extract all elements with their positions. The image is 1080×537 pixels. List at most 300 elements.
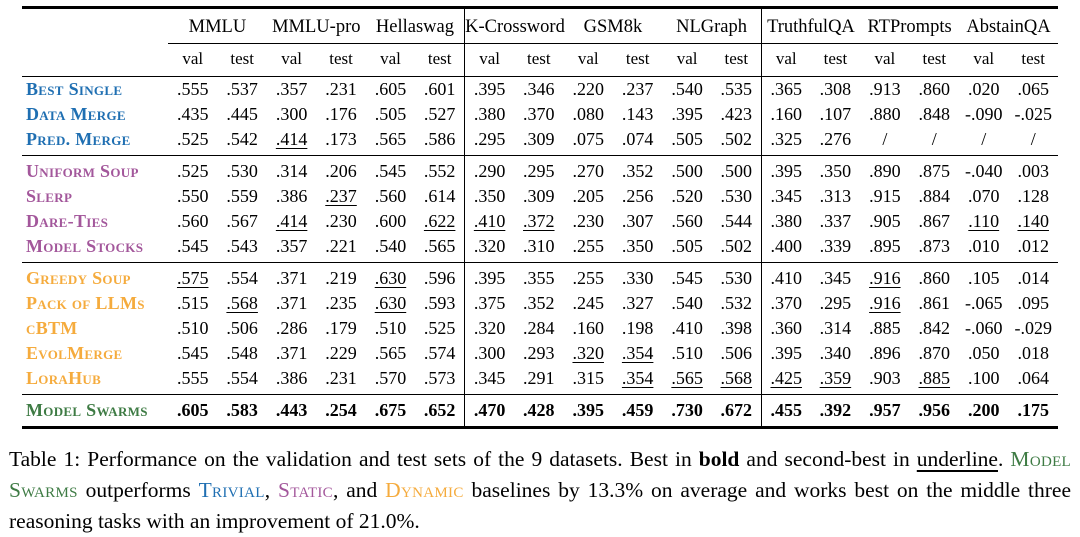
metric-value [959, 316, 1008, 341]
dataset-header-hellaswag: Hellaswag [366, 8, 465, 44]
metric-value [761, 263, 810, 292]
caption-term-trivial: Trivial [198, 477, 265, 502]
metric-value-text: .842 [918, 318, 951, 338]
metric-value [1008, 341, 1058, 366]
metric-value-text: .903 [869, 368, 901, 388]
dataset-header-gsm8k: GSM8k [564, 8, 663, 44]
metric-value [959, 156, 1008, 185]
method-label-cell [22, 77, 168, 103]
metric-value-text: .545 [374, 161, 407, 181]
metric-value [662, 156, 711, 185]
metric-value [761, 395, 810, 428]
metric-value-text: .198 [621, 318, 654, 338]
metric-value [514, 316, 563, 341]
metric-value [1008, 395, 1058, 428]
metric-value [613, 209, 662, 234]
metric-value-text: .502 [720, 129, 753, 149]
dataset-header-k-crossword: K-Crossword [465, 8, 564, 44]
metric-value [761, 209, 810, 234]
split-header-val: val [380, 49, 401, 68]
metric-value [465, 234, 514, 263]
metric-value-text: .957 [869, 400, 901, 420]
metric-value-text: .345 [473, 368, 506, 388]
metric-value-text: .525 [176, 161, 209, 181]
method-label: Greedy Soup [26, 268, 131, 288]
metric-value-text: .672 [720, 400, 753, 420]
metric-value-text: .295 [819, 293, 852, 313]
metric-value [712, 102, 761, 127]
metric-value-text: .346 [523, 79, 555, 99]
metric-value [761, 156, 810, 185]
metric-value [564, 209, 613, 234]
metric-value [415, 184, 464, 209]
metric-value-text: .075 [572, 129, 604, 149]
method-label-cell [22, 291, 168, 316]
metric-value-text: .443 [275, 400, 308, 420]
dataset-header-rtprompts: RTPrompts [860, 8, 959, 44]
metric-value [514, 341, 563, 366]
metric-value-text: .065 [1017, 79, 1049, 99]
metric-value-text: .540 [671, 293, 703, 313]
method-row-model-stocks [22, 234, 1058, 263]
metric-value [465, 316, 514, 341]
metric-value [514, 184, 563, 209]
metric-value [1008, 234, 1058, 263]
metric-value [465, 263, 514, 292]
metric-value-text: .175 [1017, 400, 1049, 420]
metric-value [366, 209, 415, 234]
metric-value [959, 341, 1008, 366]
metric-value-text: .502 [720, 236, 753, 256]
metric-value [168, 102, 217, 127]
metric-value-text: .400 [770, 236, 802, 256]
split-header-val: val [973, 49, 995, 68]
split-header-row [22, 44, 1058, 77]
metric-value [860, 291, 909, 316]
metric-value-text: .160 [770, 104, 802, 124]
metric-value-text: .229 [325, 343, 357, 363]
metric-value [811, 102, 860, 127]
metric-value-text: .560 [671, 211, 703, 231]
metric-value-text: .860 [918, 268, 951, 288]
metric-value-text: .386 [275, 186, 308, 206]
metric-value-text: .370 [770, 293, 802, 313]
metric-value [811, 341, 860, 366]
results-table [22, 6, 1058, 429]
split-header-test: test [526, 49, 551, 68]
metric-value [613, 184, 662, 209]
metric-value [910, 127, 959, 156]
metric-value [168, 291, 217, 316]
method-row-dare-ties [22, 209, 1058, 234]
metric-value-text: .565 [423, 236, 456, 256]
metric-value [267, 234, 316, 263]
metric-value [465, 102, 514, 127]
metric-value [415, 291, 464, 316]
metric-value [662, 209, 711, 234]
metric-value-text: .354 [621, 368, 654, 388]
metric-value [267, 395, 316, 428]
metric-value [366, 316, 415, 341]
metric-value-text: .535 [720, 79, 753, 99]
metric-value-text: .560 [374, 186, 407, 206]
metric-value-text: .395 [572, 400, 604, 420]
dataset-header-truthfulqa: TruthfulQA [761, 8, 860, 44]
metric-value-text: .548 [226, 343, 258, 363]
metric-value-text: .555 [176, 79, 209, 99]
metric-value [860, 316, 909, 341]
metric-value [465, 395, 514, 428]
caption-term-dynamic: Dynamic [385, 477, 464, 502]
metric-value-text: .313 [819, 186, 852, 206]
metric-value [465, 77, 514, 103]
metric-value [860, 77, 909, 103]
metric-value-text: .537 [226, 79, 258, 99]
metric-value [662, 234, 711, 263]
metric-value-text: .600 [374, 211, 407, 231]
metric-value [514, 263, 563, 292]
metric-value [564, 184, 613, 209]
metric-value [168, 234, 217, 263]
dataset-header-mmlu-pro: MMLU-pro [267, 8, 366, 44]
metric-value [168, 77, 217, 103]
metric-value-text: .873 [918, 236, 951, 256]
metric-value-text: .505 [374, 104, 407, 124]
metric-value [910, 263, 959, 292]
metric-value [1008, 102, 1058, 127]
metric-value [564, 291, 613, 316]
metric-value-text: .010 [967, 236, 1000, 256]
split-header-val: val [676, 49, 698, 68]
metric-value [761, 127, 810, 156]
split-header-test: test [724, 49, 749, 68]
metric-value-text: .500 [671, 161, 703, 181]
method-label: Dare-Ties [26, 211, 109, 231]
metric-value [366, 184, 415, 209]
metric-value-text: .583 [226, 400, 258, 420]
metric-value [761, 341, 810, 366]
metric-value [860, 102, 909, 127]
split-header-val: val [577, 49, 599, 68]
metric-value-text: .601 [423, 79, 456, 99]
metric-value [910, 366, 959, 395]
metric-value [613, 127, 662, 156]
metric-value [811, 156, 860, 185]
metric-value-text: .510 [374, 318, 407, 338]
method-row-best-single [22, 77, 1058, 103]
metric-value [910, 395, 959, 428]
metric-value-text: .470 [473, 400, 506, 420]
metric-value-text: .110 [968, 211, 1000, 231]
metric-value-text: .915 [869, 186, 901, 206]
metric-value-text: .913 [869, 79, 901, 99]
metric-value [564, 102, 613, 127]
metric-value-text: .890 [869, 161, 901, 181]
metric-value [910, 291, 959, 316]
metric-value [316, 184, 365, 209]
metric-value-text: .354 [621, 343, 654, 363]
metric-value [613, 366, 662, 395]
metric-value [168, 184, 217, 209]
metric-value [415, 263, 464, 292]
split-header-test: test [230, 49, 254, 68]
metric-value-text: .506 [720, 343, 753, 363]
metric-value [860, 341, 909, 366]
metric-value-text: .107 [819, 104, 852, 124]
metric-value [415, 395, 464, 428]
metric-value-text: .916 [869, 293, 901, 313]
metric-value-text: .371 [275, 268, 308, 288]
method-row-slerp [22, 184, 1058, 209]
metric-value-text: .543 [226, 236, 258, 256]
metric-value-text: .395 [473, 79, 506, 99]
metric-value [712, 263, 761, 292]
metric-value-text: .359 [819, 368, 852, 388]
metric-value-text: .530 [720, 186, 753, 206]
metric-value-text: .325 [770, 129, 802, 149]
metric-value [267, 316, 316, 341]
metric-value [860, 156, 909, 185]
metric-value-text: .070 [967, 186, 1000, 206]
metric-value [564, 127, 613, 156]
metric-value [217, 209, 266, 234]
metric-value-text: .410 [671, 318, 703, 338]
metric-value [217, 127, 266, 156]
method-label-cell [22, 341, 168, 366]
metric-value-text: .330 [621, 268, 654, 288]
metric-value [959, 234, 1008, 263]
metric-value-text: .315 [572, 368, 604, 388]
metric-value [267, 366, 316, 395]
metric-value [217, 234, 266, 263]
metric-value-text: .308 [819, 79, 852, 99]
metric-value-text: .414 [275, 129, 308, 149]
metric-value [514, 77, 563, 103]
metric-value-text: .380 [473, 104, 506, 124]
metric-value-text: .520 [671, 186, 703, 206]
metric-value-text: .530 [226, 161, 258, 181]
metric-value-text: / [882, 129, 888, 149]
metric-value-text: .860 [918, 79, 951, 99]
metric-value-text: .270 [572, 161, 604, 181]
metric-value-text: .605 [176, 400, 209, 420]
metric-value [366, 263, 415, 292]
metric-value [662, 127, 711, 156]
metric-value-text: .372 [523, 211, 555, 231]
method-label: LoraHub [26, 368, 102, 388]
metric-value-text: .237 [325, 186, 357, 206]
metric-value [811, 77, 860, 103]
metric-value-text: .565 [374, 129, 407, 149]
metric-value [1008, 184, 1058, 209]
metric-value-text: .291 [523, 368, 555, 388]
metric-value [959, 127, 1008, 156]
split-header-val: val [465, 44, 514, 77]
metric-value-text: .179 [325, 318, 357, 338]
metric-value [613, 156, 662, 185]
method-row-pack-of-llms [22, 291, 1058, 316]
caption-text: , [264, 477, 278, 502]
metric-value-text: .340 [819, 343, 852, 363]
metric-value-text: .365 [770, 79, 802, 99]
metric-value-text: .544 [720, 211, 753, 231]
method-row-data-merge [22, 102, 1058, 127]
metric-value [662, 395, 711, 428]
metric-value-text: .532 [720, 293, 753, 313]
table-caption [9, 444, 1071, 537]
metric-value-text: .586 [423, 129, 456, 149]
metric-value [316, 341, 365, 366]
metric-value [267, 291, 316, 316]
metric-value-text: .327 [621, 293, 654, 313]
metric-value-text: .350 [621, 236, 654, 256]
metric-value [168, 316, 217, 341]
metric-value [613, 77, 662, 103]
metric-value [1008, 209, 1058, 234]
metric-value [910, 341, 959, 366]
metric-value [1008, 77, 1058, 103]
metric-value [712, 366, 761, 395]
metric-value-text: .552 [423, 161, 456, 181]
metric-value-text: .352 [523, 293, 555, 313]
metric-value-text: .545 [176, 236, 209, 256]
metric-value [860, 263, 909, 292]
metric-value [217, 77, 266, 103]
method-label: Pack of LLMs [26, 293, 145, 313]
metric-value [267, 102, 316, 127]
metric-value-text: .370 [523, 104, 555, 124]
metric-value-text: .357 [275, 236, 308, 256]
metric-value-text: .254 [325, 400, 357, 420]
metric-value [860, 127, 909, 156]
metric-value-text: .630 [374, 293, 407, 313]
metric-value [168, 395, 217, 428]
metric-value-text: .300 [275, 104, 308, 124]
metric-value-text: .230 [325, 211, 357, 231]
metric-value [514, 127, 563, 156]
metric-value-text: .527 [423, 104, 456, 124]
metric-value-text: .314 [275, 161, 308, 181]
metric-value-text: .885 [869, 318, 901, 338]
metric-value [564, 77, 613, 103]
metric-value [366, 77, 415, 103]
metric-value-text: .573 [423, 368, 456, 388]
metric-value-text: .614 [423, 186, 456, 206]
metric-value [712, 156, 761, 185]
metric-value [1008, 263, 1058, 292]
metric-value-text: .320 [473, 318, 506, 338]
metric-value-text: .593 [423, 293, 456, 313]
metric-value [267, 263, 316, 292]
metric-value [860, 184, 909, 209]
metric-value-text: .310 [523, 236, 555, 256]
metric-value [267, 127, 316, 156]
metric-value [761, 102, 810, 127]
metric-value-text: -.090 [964, 104, 1003, 124]
metric-value [415, 77, 464, 103]
metric-value [217, 156, 266, 185]
results-table-container [22, 6, 1058, 429]
metric-value [910, 209, 959, 234]
metric-value-text: .352 [621, 161, 654, 181]
metric-value-text: .568 [720, 368, 753, 388]
metric-value-text: .861 [918, 293, 951, 313]
metric-value [761, 291, 810, 316]
metric-value [811, 395, 860, 428]
metric-value [910, 156, 959, 185]
metric-value [316, 209, 365, 234]
metric-value-text: .100 [967, 368, 1000, 388]
metric-value [910, 77, 959, 103]
metric-value [564, 234, 613, 263]
metric-value-text: .235 [325, 293, 357, 313]
metric-value [415, 341, 464, 366]
metric-value [959, 209, 1008, 234]
metric-value-text: .574 [423, 343, 456, 363]
metric-value-text: .221 [325, 236, 357, 256]
metric-value [267, 184, 316, 209]
caption-text: baselines by 13.3% on average and works best on the middle three reasoning tasks with an improvement of 21.0%. [9, 477, 1071, 533]
metric-value-text: .314 [819, 318, 852, 338]
metric-value-text: .290 [473, 161, 506, 181]
metric-value-text: .284 [523, 318, 555, 338]
metric-value [168, 341, 217, 366]
metric-value-text: .255 [572, 268, 604, 288]
metric-value [415, 366, 464, 395]
metric-value [613, 395, 662, 428]
metric-value-text: / [981, 129, 987, 149]
metric-value-text: .455 [770, 400, 802, 420]
metric-value [959, 395, 1008, 428]
metric-value-text: .540 [671, 79, 703, 99]
metric-value-text: .012 [1017, 236, 1049, 256]
metric-value-text: .220 [572, 79, 604, 99]
metric-value [514, 395, 563, 428]
metric-value [465, 184, 514, 209]
metric-value-text: .554 [226, 368, 258, 388]
metric-value-text: .080 [572, 104, 604, 124]
metric-value [910, 234, 959, 263]
caption-text: and second-best in [739, 447, 917, 471]
metric-value [712, 291, 761, 316]
metric-value-text: .575 [176, 268, 209, 288]
metric-value [267, 77, 316, 103]
metric-value-text: .320 [473, 236, 506, 256]
split-header-test: test [625, 49, 650, 68]
metric-value [811, 209, 860, 234]
metric-value [316, 127, 365, 156]
metric-value [860, 366, 909, 395]
metric-value-text: .525 [176, 129, 209, 149]
metric-value-text: .307 [621, 211, 654, 231]
metric-value [761, 316, 810, 341]
metric-value [613, 263, 662, 292]
metric-value [712, 395, 761, 428]
metric-value-text: .884 [918, 186, 951, 206]
metric-value [316, 156, 365, 185]
metric-value-text: .570 [374, 368, 407, 388]
metric-value-text: .445 [226, 104, 258, 124]
metric-value [366, 102, 415, 127]
metric-value-text: .219 [325, 268, 357, 288]
metric-value [316, 77, 365, 103]
metric-value-text: .596 [423, 268, 456, 288]
metric-value [217, 102, 266, 127]
metric-value-text: -.060 [964, 318, 1003, 338]
corner-cell [22, 44, 168, 77]
metric-value-text: / [931, 129, 937, 149]
caption-text: , and [333, 477, 386, 502]
